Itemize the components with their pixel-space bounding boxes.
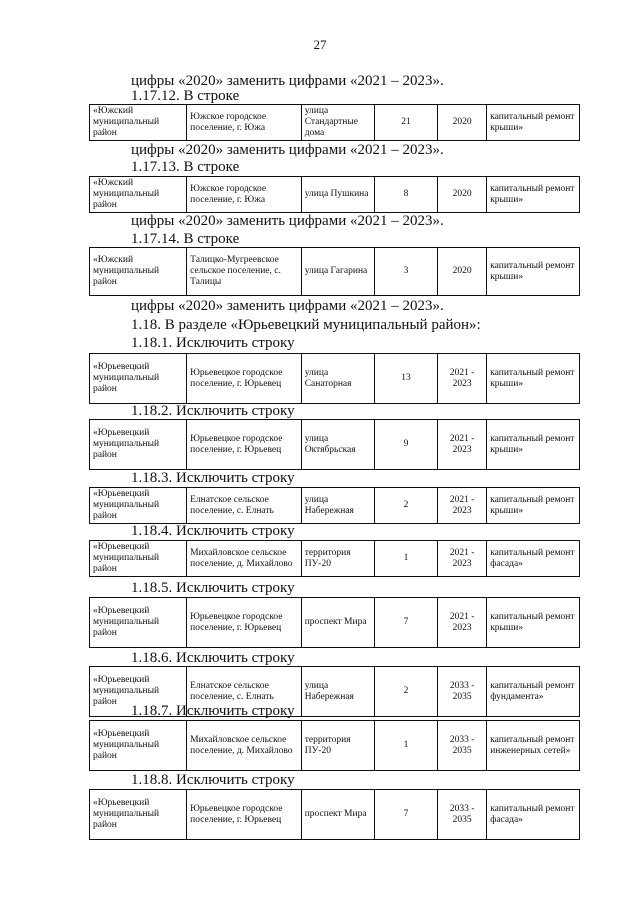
instruction-line: цифры «2020» заменить цифрами «2021 – 2023». — [131, 73, 444, 89]
cell-settlement: Юрьевецкое городское поселение, г. Юрьевец — [187, 354, 302, 404]
table-row — [90, 790, 580, 840]
cell-work-type: капитальный ремонт инженерных сетей» — [487, 721, 580, 771]
cell-house-number: 8 — [374, 177, 437, 213]
cell-district: «Юрьевецкий муниципальный район — [90, 420, 187, 470]
cell-street: улица Стандартные дома — [301, 105, 374, 141]
cell-house-number: 2 — [374, 488, 437, 524]
table-row — [90, 598, 580, 648]
cell-years: 2021 - 2023 — [438, 354, 487, 404]
cell-years: 2021 - 2023 — [438, 488, 487, 524]
cell-street: улица Гагарина — [301, 248, 374, 296]
cell-district: «Юрьевецкий муниципальный район — [90, 721, 187, 771]
register-table — [89, 247, 580, 296]
cell-street: территория ПУ-20 — [301, 541, 374, 577]
cell-house-number: 9 — [374, 420, 437, 470]
table-row — [90, 354, 580, 404]
register-table — [89, 540, 580, 577]
cell-years: 2020 — [438, 105, 487, 141]
cell-street: улица Набережная — [301, 488, 374, 524]
register-table — [89, 104, 580, 141]
section-heading: 1.18.7. Исключить строку — [131, 703, 295, 719]
cell-settlement: Южское городское поселение, г. Южа — [187, 177, 302, 213]
cell-street: улица Октябрьская — [301, 420, 374, 470]
section-heading: 1.18.8. Исключить строку — [131, 772, 295, 788]
section-heading: 1.18.4. Исключить строку — [131, 523, 295, 539]
cell-work-type: капитальный ремонт крыши» — [487, 248, 580, 296]
cell-district: «Южский муниципальный район — [90, 105, 187, 141]
table-row — [90, 721, 580, 771]
cell-district: «Южский муниципальный район — [90, 177, 187, 213]
cell-district: «Юрьевецкий муниципальный район — [90, 354, 187, 404]
cell-years: 2033 - 2035 — [438, 667, 487, 717]
page-number: 27 — [313, 37, 327, 52]
section-heading: 1.18.2. Исключить строку — [131, 403, 295, 419]
cell-district: «Юрьевецкий муниципальный район — [90, 790, 187, 840]
cell-years: 2020 — [438, 177, 487, 213]
table-row — [90, 541, 580, 577]
cell-years: 2033 - 2035 — [438, 721, 487, 771]
cell-house-number: 21 — [374, 105, 437, 141]
section-heading: 1.17.14. В строке — [131, 231, 240, 247]
cell-street: улица Санаторная — [301, 354, 374, 404]
section-heading: 1.18.5. Исключить строку — [131, 580, 295, 596]
table-row — [90, 177, 580, 213]
cell-work-type: капитальный ремонт крыши» — [487, 420, 580, 470]
cell-settlement: Михайловское сельское поселение, д. Михайлово — [187, 541, 302, 577]
cell-settlement: Юрьевецкое городское поселение, г. Юрьевец — [187, 598, 302, 648]
cell-settlement: Юрьевецкое городское поселение, г. Юрьевец — [187, 420, 302, 470]
cell-street: улица Пушкина — [301, 177, 374, 213]
cell-settlement: Юрьевецкое городское поселение, г. Юрьевец — [187, 790, 302, 840]
cell-district: «Южский муниципальный район — [90, 248, 187, 296]
register-table — [89, 789, 580, 840]
cell-house-number: 1 — [374, 541, 437, 577]
cell-settlement: Елнатское сельское поселение, с. Елнать — [187, 667, 302, 717]
cell-work-type: капитальный ремонт крыши» — [487, 598, 580, 648]
cell-years: 2021 - 2023 — [438, 420, 487, 470]
section-heading: 1.18.3. Исключить строку — [131, 470, 295, 486]
cell-work-type: капитальный ремонт фасада» — [487, 541, 580, 577]
section-heading: 1.17.12. В строке — [131, 88, 240, 104]
cell-years: 2033 - 2035 — [438, 790, 487, 840]
cell-years: 2021 - 2023 — [438, 598, 487, 648]
cell-district: «Юрьевецкий муниципальный район — [90, 667, 187, 717]
cell-house-number: 3 — [374, 248, 437, 296]
register-table — [89, 419, 580, 470]
table-row — [90, 488, 580, 524]
cell-work-type: капитальный ремонт крыши» — [487, 354, 580, 404]
section-heading: 1.18. В разделе «Юрьевецкий муниципальный район»: — [131, 317, 481, 333]
register-table — [89, 597, 580, 648]
section-heading: 1.18.6. Исключить строку — [131, 650, 295, 666]
section-heading: 1.18.1. Исключить строку — [131, 335, 295, 351]
cell-street: улица Набережная — [301, 667, 374, 717]
cell-house-number: 7 — [374, 598, 437, 648]
register-table — [89, 176, 580, 213]
instruction-line: цифры «2020» заменить цифрами «2021 – 2023». — [131, 142, 444, 158]
instruction-line: цифры «2020» заменить цифрами «2021 – 2023». — [131, 213, 444, 229]
register-table — [89, 720, 580, 771]
table-row — [90, 420, 580, 470]
cell-house-number: 1 — [374, 721, 437, 771]
cell-district: «Юрьевецкий муниципальный район — [90, 598, 187, 648]
cell-work-type: капитальный ремонт фундамента» — [487, 667, 580, 717]
cell-street: проспект Мира — [301, 790, 374, 840]
cell-work-type: капитальный ремонт крыши» — [487, 105, 580, 141]
cell-settlement: Талицко-Мугреевское сельское поселение, с. Талицы — [187, 248, 302, 296]
cell-years: 2020 — [438, 248, 487, 296]
table-row — [90, 105, 580, 141]
cell-district: «Юрьевецкий муниципальный район — [90, 541, 187, 577]
cell-settlement: Михайловское сельское поселение, д. Михайлово — [187, 721, 302, 771]
cell-work-type: капитальный ремонт фасада» — [487, 790, 580, 840]
cell-settlement: Южское городское поселение, г. Южа — [187, 105, 302, 141]
table-row — [90, 248, 580, 296]
register-table — [89, 487, 580, 524]
cell-street: проспект Мира — [301, 598, 374, 648]
cell-street: территория ПУ-20 — [301, 721, 374, 771]
cell-house-number: 7 — [374, 790, 437, 840]
cell-years: 2021 - 2023 — [438, 541, 487, 577]
cell-work-type: капитальный ремонт крыши» — [487, 177, 580, 213]
cell-settlement: Елнатское сельское поселение, с. Елнать — [187, 488, 302, 524]
cell-house-number: 2 — [374, 667, 437, 717]
cell-district: «Юрьевецкий муниципальный район — [90, 488, 187, 524]
cell-house-number: 13 — [374, 354, 437, 404]
section-heading: 1.17.13. В строке — [131, 159, 240, 175]
register-table — [89, 353, 580, 404]
cell-work-type: капитальный ремонт крыши» — [487, 488, 580, 524]
instruction-line: цифры «2020» заменить цифрами «2021 – 2023». — [131, 298, 444, 314]
